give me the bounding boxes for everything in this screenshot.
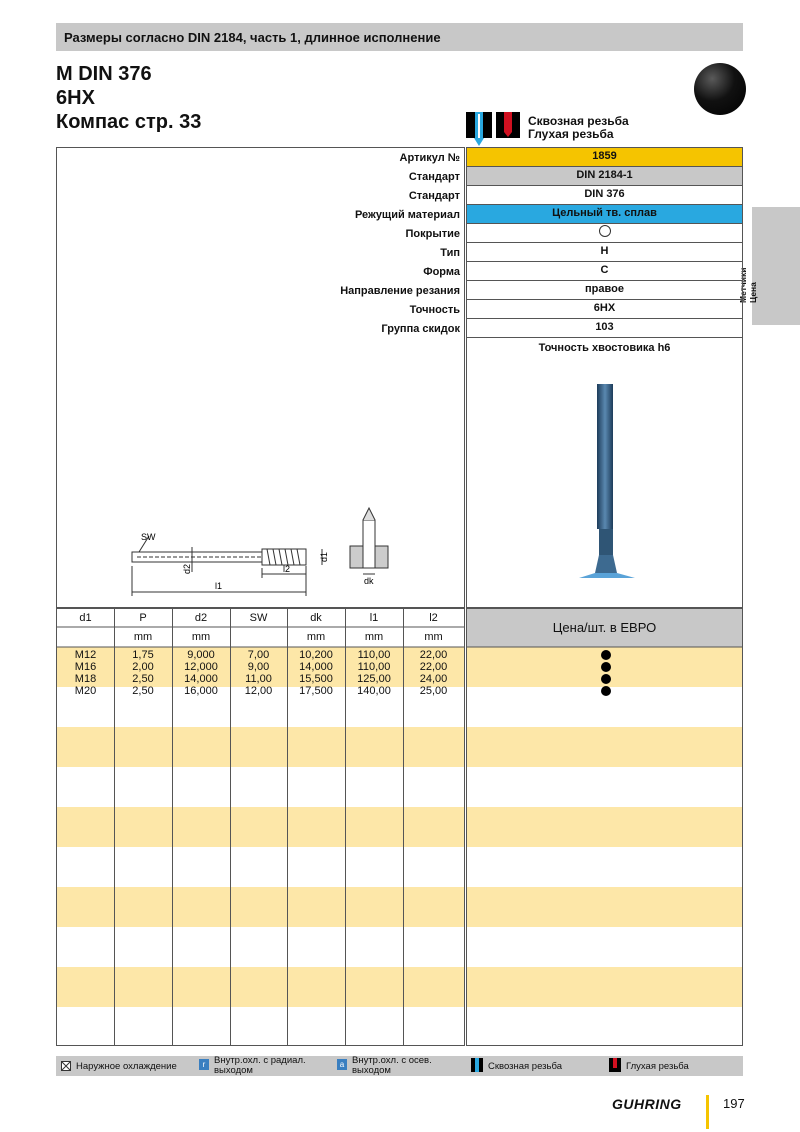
d2-label: d2 — [182, 563, 192, 574]
through-thread-label: Сквозная резьба — [528, 114, 629, 128]
spec-label-discount: Группа скидок — [381, 323, 460, 335]
column-header-d1: d1 — [79, 612, 92, 624]
axial-cooling-icon: a — [337, 1059, 347, 1070]
sw-label: SW — [141, 532, 156, 542]
column-header-l1: l1 — [369, 612, 379, 624]
table-cell: M12 M16 M18 M20 — [74, 649, 97, 697]
legend-axial-cooling: Внутр.охл. с осев. выходом — [352, 1055, 432, 1076]
type-value: H — [467, 243, 742, 262]
availability-dot-icon — [601, 662, 611, 672]
availability-dot-icon — [601, 686, 611, 696]
spec-label-coating: Покрытие — [405, 228, 460, 240]
section-title: Размеры согласно DIN 2184, часть 1, длинное исполнение — [64, 30, 441, 45]
dimension-table — [56, 608, 465, 1046]
column-header-dk: dk — [310, 612, 322, 624]
unit-dk: mm — [306, 631, 326, 643]
availability-ball-icon — [694, 63, 746, 115]
section-header — [56, 23, 743, 51]
legend-bar — [56, 1056, 743, 1076]
column-header-sw: SW — [249, 612, 268, 624]
unit-l2: mm — [424, 631, 443, 643]
column-header-p: P — [139, 612, 147, 624]
blind-thread-label: Глухая резьба — [528, 127, 614, 141]
product-tolerance: 6HX — [56, 87, 95, 109]
shank-tolerance-note: Точность хвостовика h6 — [538, 342, 671, 354]
table-cell: 110,00 110,00 125,00 140,00 — [357, 649, 391, 697]
legend-through-thread: Сквозная резьба — [488, 1061, 562, 1072]
legend-blind-thread: Глухая резьба — [626, 1061, 689, 1072]
side-tab-label: Метчики Цена — [738, 267, 758, 303]
brand-logo: GUHRING — [612, 1096, 682, 1112]
side-tab[interactable] — [738, 207, 800, 325]
spec-label-article: Артикул № — [399, 152, 460, 164]
d1-label: d1 — [319, 551, 329, 562]
product-title — [56, 62, 201, 134]
blind-hole-legend-icon — [609, 1058, 621, 1072]
through-hole-legend-icon — [471, 1058, 483, 1072]
tap-tool-image — [467, 148, 742, 609]
spec-value-panel — [466, 147, 743, 608]
column-header-d2: d2 — [194, 612, 208, 624]
legend-radial-cooling: Внутр.охл. с радиал. выходом — [214, 1055, 306, 1076]
availability-dot-icon — [601, 674, 611, 684]
spec-label-standard: Стандарт — [408, 171, 460, 183]
availability-dot-icon — [601, 650, 611, 660]
footer-divider — [706, 1095, 709, 1129]
l2-label: l2 — [283, 564, 291, 574]
spec-label-form: Форма — [423, 266, 460, 278]
standard-value-2: DIN 376 — [467, 186, 742, 205]
price-header: Цена/шт. в ЕВРО — [552, 620, 657, 635]
compass-reference: Компас стр. 33 — [56, 111, 202, 133]
spec-label-direction: Направление резания — [340, 285, 460, 297]
direction-value: правое — [467, 281, 742, 300]
table-cell: 1,75 2,00 2,50 2,50 — [132, 649, 154, 697]
table-cell: 9,000 12,000 14,000 16,000 — [184, 649, 218, 697]
page-number: 197 — [723, 1096, 745, 1111]
tolerance-value: 6HX — [467, 300, 742, 319]
l1-label: l1 — [215, 581, 223, 591]
spec-label-material: Режущий материал — [354, 209, 460, 221]
radial-cooling-icon: r — [199, 1059, 209, 1070]
spec-label-type: Тип — [440, 247, 460, 259]
through-hole-icon — [466, 112, 492, 146]
blind-hole-icon — [496, 112, 520, 138]
table-cell: 7,00 9,00 11,00 12,00 — [244, 649, 273, 697]
table-cell: 22,00 22,00 24,00 25,00 — [419, 649, 448, 697]
unit-d2: mm — [191, 631, 211, 643]
dk-label: dk — [364, 576, 374, 586]
legend-external-cooling: Наружное охлаждение — [76, 1061, 177, 1072]
column-header-l2: l2 — [429, 612, 438, 624]
unit-p: mm — [133, 631, 153, 643]
unit-l1: mm — [364, 631, 384, 643]
article-number: 1859 — [467, 148, 742, 167]
external-cooling-icon — [61, 1061, 71, 1071]
tap-dimension-drawing — [57, 148, 466, 609]
standard-value: DIN 2184-1 — [467, 167, 742, 186]
spec-label-tolerance: Точность — [409, 304, 460, 316]
form-value: C — [467, 262, 742, 281]
spec-label-standard-2: Стандарт — [408, 190, 460, 202]
discount-group-value: 103 — [467, 319, 742, 338]
material-value: Цельный тв. сплав — [467, 205, 742, 224]
table-cell: 10,200 14,000 15,500 17,500 — [299, 649, 333, 697]
spec-label-panel — [56, 147, 465, 608]
product-standard: M DIN 376 — [56, 63, 152, 85]
